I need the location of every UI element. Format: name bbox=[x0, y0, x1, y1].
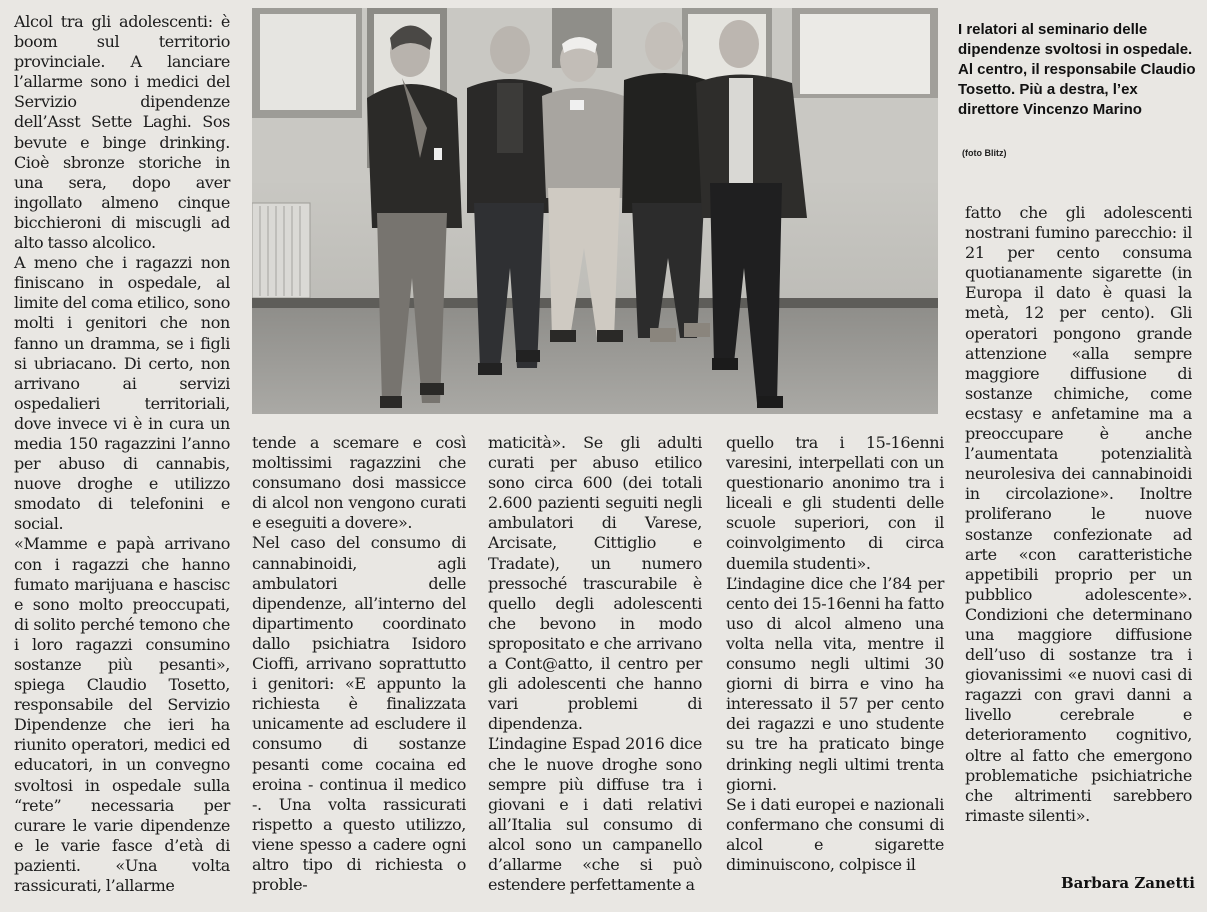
article-column-4 bbox=[726, 433, 944, 875]
article-column-3 bbox=[488, 433, 702, 895]
paragraph: fatto che gli adolescenti nostrani fumino parecchio: il 21 per cento consuma quotianamente sigarette (in Europa il dato è quasi la metà, 12 per cento). Gli operatori pongono grande attenzione «alla sempre maggiore diffusione di sostanze chimiche, come ecstasy e anfetamine ma a preoccupare è anche l’aumentata potenzialità neurolesiva dei cannabinoidi in circolazione». Inoltre proliferano le nuove sostanze confezionate ad arte «con caratteristiche appetibili proprio per un pubblico adolescente». Condizioni che determinano una maggiore diffusione dell’uso di sostanze tra i giovanissimi «e nuovi casi di ragazzi con gravi danni a livello cerebrale e deterioramento cognitivo, oltre al fatto che emergono problematiche psichiatriche che altrimenti sarebbero rimaste silenti». bbox=[965, 203, 1192, 825]
paragraph: Alcol tra gli adolescenti: è boom sul territorio provinciale. A lanciare l’allarme sono i medici del Servizio dipendenze dell’Asst Sette Laghi. Sos bevute e binge drinking. Cioè sbronze storiche in una sera, dopo aver ingollato almeno cinque bicchieroni di miscugli ad alto tasso alcolico. bbox=[14, 12, 230, 253]
paragraph: tende a scemare e così moltissimi ragazzini che consumano dosi massicce di alcol non vengono curati e eseguiti a dovere». bbox=[252, 433, 466, 533]
paragraph: Nel caso del consumo di cannabinoidi, agli ambulatori delle dipendenze, all’interno del dipartimento coordinato dallo psichiatra Isidoro Cioffi, arrivano soprattutto i genitori: «E appunto la richiesta è finalizzata unicamente ad escludere il consumo di sostanze pesanti come cocaina ed eroina - continua il medico -. Una volta rassicurati rispetto a questo utilizzo, viene spesso a cadere ogni altro tipo di richiesta o proble- bbox=[252, 533, 466, 895]
paragraph: A meno che i ragazzi non finiscano in ospedale, al limite del coma etilico, sono molti i genitori che non fanno un dramma, se i figli si ubriacano. Di certo, non arrivano ai servizi ospedalieri territoriali, dove invece vi è in cura un media 150 ragazzini l’anno per abuso di cannabis, nuove droghe e utilizzo smodato di telefonini e social. bbox=[14, 253, 230, 534]
paragraph: quello tra i 15-16enni varesini, interpellati con un questionario anonimo tra i liceali e gli studenti delle scuole superiori, con il coinvolgimento di circa duemila studenti». bbox=[726, 433, 944, 573]
author-byline: Barbara Zanetti bbox=[1060, 874, 1195, 892]
paragraph: «Mamme e papà arrivano con i ragazzi che hanno fumato marijuana e hascisc e sono molto preoccupati, di solito perché temono che i loro ragazzi consumino sostanze più pesanti», spiega Claudio Tosetto, responsabile del Servizio Dipendenze che ieri ha riunito operatori, medici ed educatori, in un convegno svoltosi in ospedale sulla “rete” necessaria per curare le varie dipendenze e le varie fasce d’età di pazienti. «Una volta rassicurati, l’allarme bbox=[14, 534, 230, 896]
photo-of-five-speakers-icon bbox=[252, 8, 938, 414]
article-column-2 bbox=[252, 433, 466, 895]
article-column-1 bbox=[14, 12, 230, 896]
paragraph: maticità». Se gli adulti curati per abuso etilico sono circa 600 (dei totali 2.600 pazienti seguiti negli ambulatori di Varese, Arcisate, Cittiglio e Tradate), un numero pressoché trascurabile è quello degli adolescenti che bevono in modo spropositato e che arrivano a Cont@atto, il centro per gli adolescenti che hanno vari problemi di dipendenza. bbox=[488, 433, 702, 734]
paragraph: L’indagine Espad 2016 dice che le nuove droghe sono sempre più diffuse tra i giovani e i dati relativi all’Italia sul consumo di alcol sono un campanello d’allarme «che si può estendere perfettamente a bbox=[488, 734, 702, 895]
article-photo bbox=[252, 8, 938, 414]
photo-caption: I relatori al seminario delle dipendenze svoltosi in ospedale. Al centro, il responsabile Claudio Tosetto. Più a destra, l’ex direttore Vincenzo Marino bbox=[958, 21, 1196, 118]
article-column-5 bbox=[965, 203, 1192, 826]
paragraph: L’indagine dice che l’84 per cento dei 15-16enni ha fatto uso di alcol almeno una volta nella vita, mentre il consumo negli ultimi 30 giorni di birra e vino ha interessato il 57 per cento dei ragazzi e uno studente su tre ha praticato binge drinking negli ultimi trenta giorni. bbox=[726, 573, 944, 794]
paragraph: Se i dati europei e nazionali confermano che consumi di alcol e sigarette diminuiscono, colpisce il bbox=[726, 794, 944, 874]
photo-credit: (foto Blitz) bbox=[962, 148, 1007, 158]
